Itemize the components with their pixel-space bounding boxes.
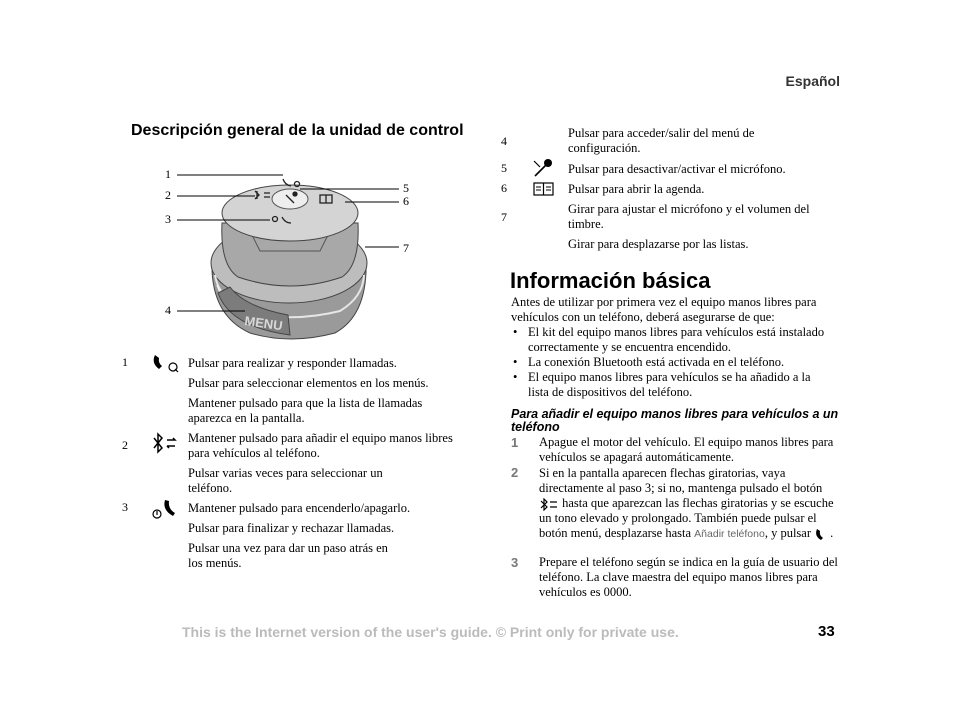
step-1-text: Apague el motor del vehículo. El equipo manos libres para vehículos se apagará automáticamente. xyxy=(539,435,834,464)
row-2-line-1: Mantener pulsado para añadir el equipo manos libres para vehículos al teléfono. xyxy=(188,431,453,460)
step-2-text xyxy=(539,466,841,542)
bluetooth-icon xyxy=(539,498,559,511)
row-5-line-1: Pulsar para desactivar/activar el micrófono. xyxy=(568,162,786,176)
requirements-list xyxy=(511,325,831,400)
step-2-number: 2 xyxy=(511,465,519,480)
callout-7: 7 xyxy=(403,241,409,255)
row-7-line-1: Girar para ajustar el micrófono y el volumen del timbre. xyxy=(568,202,810,231)
footer-notice: This is the Internet version of the user's guide. © Print only for private use. xyxy=(182,624,679,640)
bluetooth-icon xyxy=(151,432,179,454)
step-2-part-c: , y pulsar xyxy=(764,526,811,540)
row-5-number: 5 xyxy=(501,161,507,175)
row-1-number: 1 xyxy=(122,355,128,369)
menu-label: MENU xyxy=(243,313,284,334)
row-4-line-1: Pulsar para acceder/salir del menú de configuración. xyxy=(568,126,755,155)
page-number: 33 xyxy=(818,623,835,640)
callout-3: 3 xyxy=(165,212,171,226)
bullet-item: • El equipo manos libres para vehículos se ha añadido a la lista de dispositivos del teléfono. xyxy=(511,370,831,400)
step-3-text: Prepare el teléfono según se indica en la guía de usuario del teléfono. La clave maestra del equipo manos libres para vehículos es 0000. xyxy=(539,555,838,599)
row-3-line-2: Pulsar para finalizar y rechazar llamadas. xyxy=(188,521,395,535)
callout-lines xyxy=(175,165,405,325)
row-3-line-1: Mantener pulsado para encenderlo/apagarlo. xyxy=(188,501,411,515)
callout-5: 5 xyxy=(403,181,409,195)
step-2-part-a: Si en la pantalla aparecen flechas giratorias, vaya directamente al paso 3; si no, mantenga pulsado el botón xyxy=(539,466,823,495)
bullet-item: • El kit del equipo manos libres para vehículos está instalado correctamente y se encuentra encendido. xyxy=(511,325,831,355)
row-7-line-2: Girar para desplazarse por las listas. xyxy=(568,237,749,251)
callout-1: 1 xyxy=(165,167,171,181)
subheading-add-phone: Para añadir el equipo manos libres para vehículos a un teléfono xyxy=(511,407,839,434)
row-6-number: 6 xyxy=(501,181,507,195)
callout-4: 4 xyxy=(165,303,171,317)
intro-paragraph: Antes de utilizar por primera vez el equipo manos libres para vehículos con un teléfono, deberá asegurarse de que: xyxy=(511,295,817,324)
row-2-number: 2 xyxy=(122,438,128,452)
step-2-part-d: . xyxy=(830,526,834,540)
call-icon xyxy=(814,528,830,541)
step-2-part-b: hasta que aparezcan las flechas giratorias y se escuche un tono elevado y prolongado. También puede pulsar el botón menú, desplazarse hasta xyxy=(539,496,834,540)
callout-2: 2 xyxy=(165,188,171,202)
row-2-line-2: Pulsar varias veces para seleccionar un teléfono. xyxy=(188,466,383,495)
microphone-icon xyxy=(532,157,556,179)
row-4-number: 4 xyxy=(501,134,507,148)
row-1-line-2: Pulsar para seleccionar elementos en los menús. xyxy=(188,376,429,390)
row-1-line-1: Pulsar para realizar y responder llamadas. xyxy=(188,356,397,370)
row-3-line-3: Pulsar una vez para dar un paso atrás en los menús. xyxy=(188,541,388,570)
language-label: Español xyxy=(785,73,840,89)
row-1-line-3: Mantener pulsado para que la lista de llamadas aparezca en la pantalla. xyxy=(188,396,423,425)
section-title: Descripción general de la unidad de control xyxy=(131,122,464,139)
end-call-icon xyxy=(151,498,181,520)
step-3-number: 3 xyxy=(511,555,519,570)
menu-item-anadir-telefono: Añadir teléfono xyxy=(694,528,765,540)
step-1-number: 1 xyxy=(511,435,519,450)
phonebook-icon xyxy=(532,180,556,198)
row-7-number: 7 xyxy=(501,210,507,224)
bullet-item: • La conexión Bluetooth está activada en el teléfono. xyxy=(511,355,831,370)
row-3-number: 3 xyxy=(122,500,128,514)
row-6-line-1: Pulsar para abrir la agenda. xyxy=(568,182,705,196)
heading-informacion-basica: Información básica xyxy=(510,268,711,293)
call-icon xyxy=(151,353,181,373)
callout-6: 6 xyxy=(403,194,409,208)
